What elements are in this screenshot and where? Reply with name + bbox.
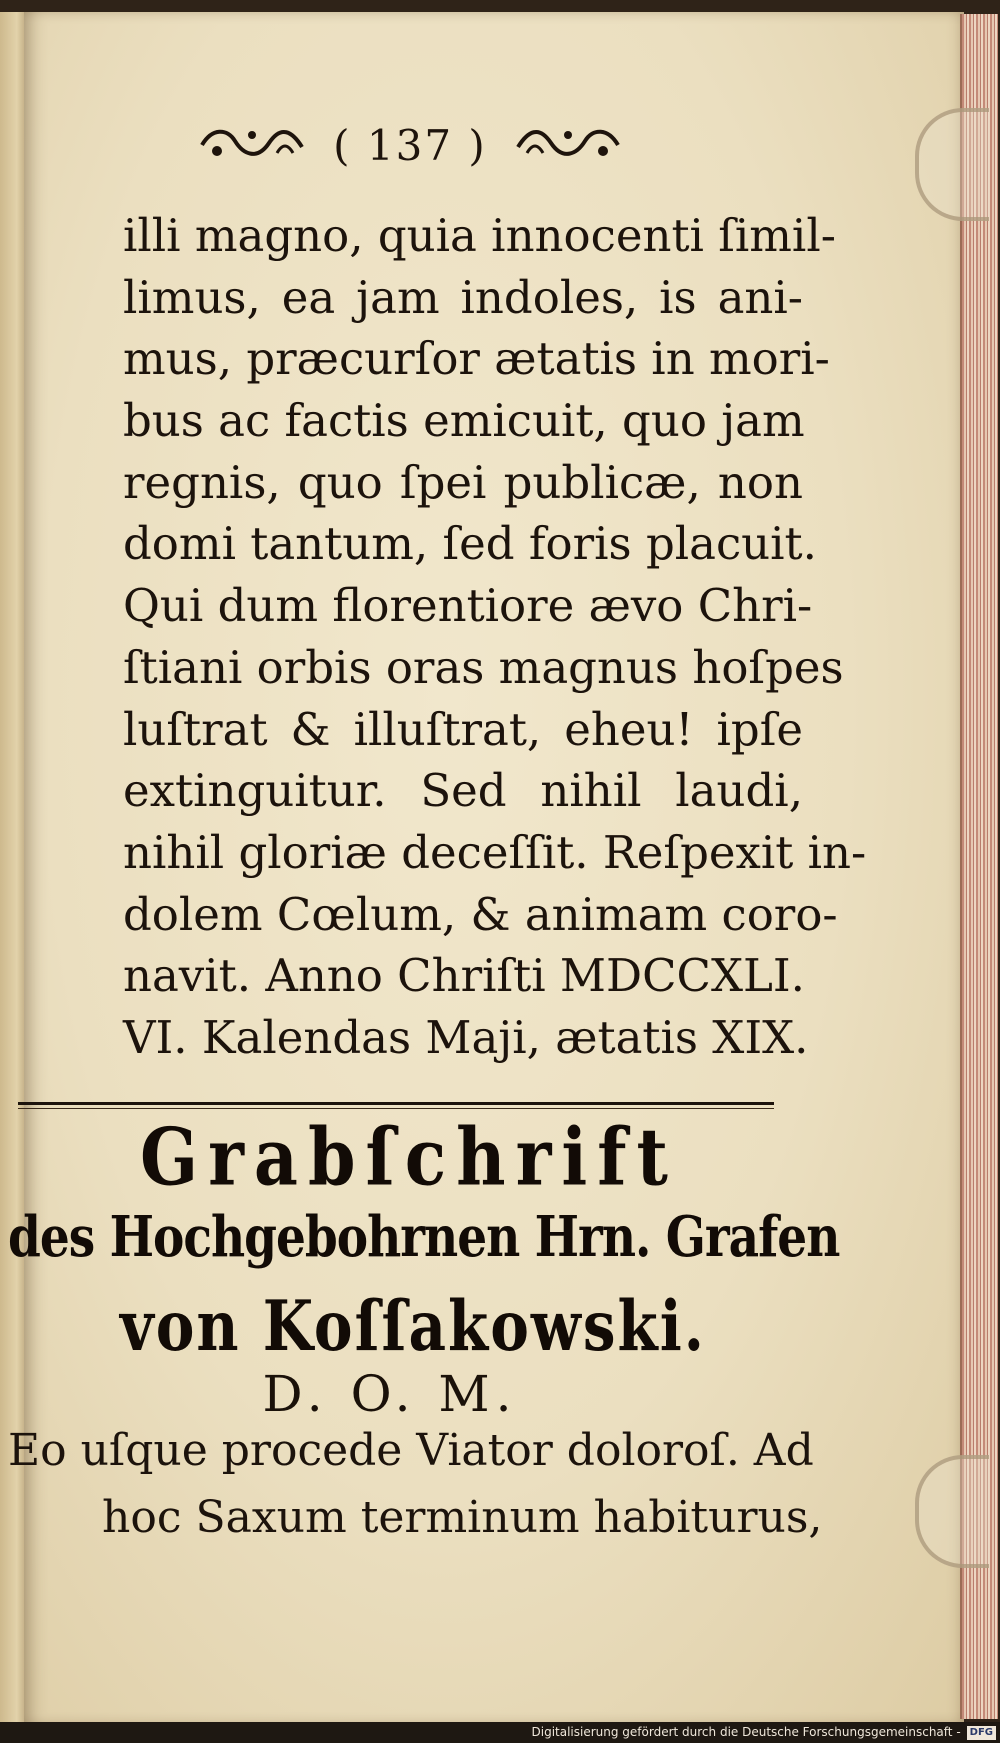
epitaph-line: hoc Saxum terminum habiturus, <box>102 1492 823 1543</box>
latin-body-text <box>123 205 867 1069</box>
epitaph-line: Eo uſque procede Viator doloroſ. Ad <box>8 1425 814 1476</box>
footer-text: Digitalisierung gefördert durch die Deutsche Forschungsgemeinschaft - <box>531 1725 961 1739</box>
epitaph-name: von Koſſakowski. <box>120 1285 706 1367</box>
epitaph-subtitle: des Hochgebohrnen Hrn. Grafen <box>8 1204 840 1271</box>
text-line: nihil gloriæ deceſſit. Reſpexit in- <box>123 825 867 879</box>
text-line: VI. Kalendas Maji, ætatis XIX. <box>123 1010 809 1064</box>
text-line: limus, ea jam indoles, is ani- <box>123 270 803 324</box>
text-line: dolem Cœlum, & animam coro- <box>123 887 838 941</box>
epitaph-title: Grabſchrift <box>140 1112 678 1204</box>
page-number: ( 137 ) <box>333 120 487 170</box>
digitization-footer <box>0 1722 1000 1743</box>
text-line: navit. Anno Chriſti MDCCXLI. <box>123 949 805 1003</box>
page-header <box>130 105 690 185</box>
dfg-logo: DFG <box>967 1726 996 1740</box>
text-line: extinguitur. Sed nihil laudi, <box>123 764 803 818</box>
text-line: luſtrat & illuſtrat, eheu! ipſe <box>123 702 803 756</box>
section-divider <box>18 1102 774 1105</box>
ornament-right-icon <box>513 123 623 167</box>
book-clip-bottom <box>915 1455 989 1568</box>
text-line: mus, præcurſor ætatis in mori- <box>123 332 830 386</box>
text-line: Qui dum florentiore ævo Chri- <box>123 579 813 633</box>
text-line: regnis, quo ſpei publicæ, non <box>123 455 803 509</box>
text-line: illi magno, quia innocenti ſimil- <box>123 209 836 262</box>
section-divider-thin <box>18 1108 774 1109</box>
text-line: domi tantum, ſed foris placuit. <box>123 517 817 571</box>
text-line: ſtiani orbis oras magnus hoſpes <box>123 640 844 694</box>
book-clip-top <box>915 108 989 221</box>
ornament-left-icon <box>197 123 307 167</box>
epitaph-dedication: D. O. M. <box>262 1365 518 1423</box>
text-line: bus ac factis emicuit, quo jam <box>123 394 805 448</box>
